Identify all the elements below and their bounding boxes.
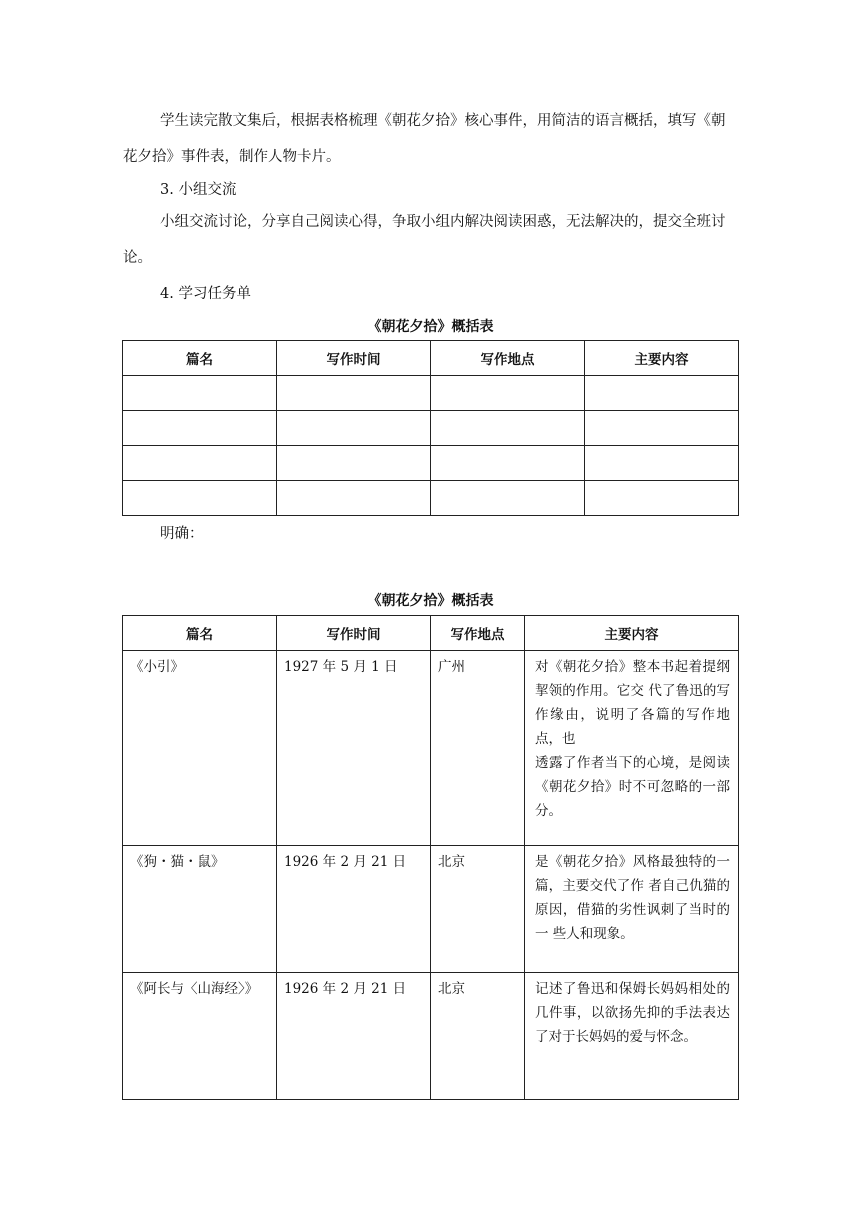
table-row (123, 411, 739, 446)
content-line: 对《朝花夕拾》整本书起着提纲挈领的作用。它交 代了鲁迅的写作缘由，说明了各篇的写作地点，也 (535, 659, 730, 747)
answer-label: 明确： (160, 526, 204, 542)
cell-time: 1927 年 5 月 1 日 (277, 651, 431, 846)
cell-content (525, 973, 739, 1100)
cell-content (525, 846, 739, 973)
section-heading-4: 4. 学习任务单 (160, 286, 251, 302)
cell-place: 北京 (431, 973, 525, 1100)
table-row (123, 446, 739, 481)
blank-cell[interactable] (277, 481, 431, 516)
header-place: 写作地点 (431, 341, 585, 376)
header-content: 主要内容 (585, 341, 739, 376)
table-row (123, 376, 739, 411)
blank-cell[interactable] (431, 411, 585, 446)
intro-paragraph-2: 小组交流讨论，分享自己阅读心得，争取小组内解决阅读困惑，无法解决的，提交全班讨论。 (123, 214, 726, 266)
blank-cell[interactable] (277, 411, 431, 446)
content-line: 是《朝花夕拾》风格最独特的一篇，主要交代了作 者自己仇猫的原因，借猫的劣性讽刺了当时的一 些人和现象。 (535, 854, 730, 942)
blank-cell[interactable] (123, 446, 277, 481)
cell-time: 1926 年 2 月 21 日 (277, 973, 431, 1100)
cell-title: 《狗・猫・鼠》 (123, 846, 277, 973)
blank-cell[interactable] (585, 376, 739, 411)
table-row (123, 651, 739, 846)
table1-caption: 《朝花夕拾》概括表 (367, 319, 494, 335)
blank-cell[interactable] (585, 411, 739, 446)
blank-cell[interactable] (431, 446, 585, 481)
blank-cell[interactable] (431, 376, 585, 411)
summary-table-answer (122, 615, 739, 1100)
blank-cell[interactable] (585, 481, 739, 516)
summary-table-blank (122, 340, 739, 516)
section-heading-3: 3. 小组交流 (160, 182, 237, 198)
header-time: 写作时间 (277, 616, 431, 651)
intro-paragraph-1: 学生读完散文集后，根据表格梳理《朝花夕拾》核心事件，用简洁的语言概括，填写《朝花夕拾》事件表，制作人物卡片。 (123, 113, 726, 165)
cell-place: 北京 (431, 846, 525, 973)
cell-time: 1926 年 2 月 21 日 (277, 846, 431, 973)
blank-cell[interactable] (277, 446, 431, 481)
table-row (123, 973, 739, 1100)
content-line: 透露了作者当下的心境，是阅读《朝花夕拾》时不可忽略的一部分。 (535, 755, 730, 819)
header-time: 写作时间 (277, 341, 431, 376)
blank-cell[interactable] (277, 376, 431, 411)
header-title: 篇名 (123, 341, 277, 376)
header-title: 篇名 (123, 616, 277, 651)
table-row (123, 846, 739, 973)
table-header-row (123, 616, 739, 651)
blank-cell[interactable] (123, 481, 277, 516)
cell-place: 广州 (431, 651, 525, 846)
content-line: 记述了鲁迅和保姆长妈妈相处的几件事，以欲扬先抑的手法表达了对于长妈妈的爱与怀念。 (535, 981, 730, 1045)
cell-title: 《小引》 (123, 651, 277, 846)
cell-title: 《阿长与〈山海经〉》 (123, 973, 277, 1100)
blank-cell[interactable] (585, 446, 739, 481)
blank-cell[interactable] (123, 411, 277, 446)
blank-cell[interactable] (431, 481, 585, 516)
table-row (123, 481, 739, 516)
blank-cell[interactable] (123, 376, 277, 411)
table-header-row (123, 341, 739, 376)
cell-content (525, 651, 739, 846)
header-content: 主要内容 (525, 616, 739, 651)
table2-caption: 《朝花夕拾》概括表 (367, 593, 494, 609)
header-place: 写作地点 (431, 616, 525, 651)
